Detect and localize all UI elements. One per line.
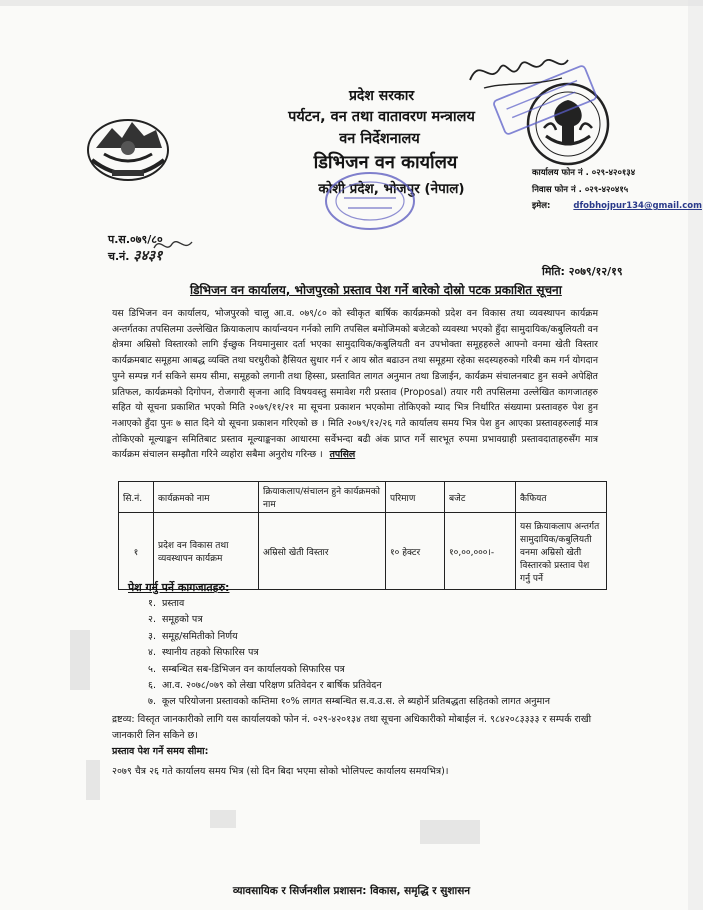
cell-activity: अम्रिसो खेती विस्तार	[259, 513, 386, 590]
list-item	[140, 678, 550, 694]
list-item	[140, 662, 550, 678]
list-item	[140, 694, 550, 710]
program-table	[118, 481, 607, 590]
cell-program: प्रदेश वन विकास तथा व्यवस्थापन कार्यक्रम	[154, 513, 259, 590]
cell-sn: १	[119, 513, 154, 590]
scan-noise	[70, 630, 90, 690]
email-link[interactable]: dfobhojpur134@gmail.com	[573, 201, 702, 211]
email-label: इमेल:	[532, 201, 551, 211]
cell-remarks: यस क्रियाकलाप अन्तर्गत सामुदायिक/कबुलियती वनमा अम्रिसो खेती विस्तारको प्रस्ताव पेश गर्नु पर्ने	[516, 513, 607, 590]
scan-noise	[210, 810, 236, 828]
list-item	[140, 612, 550, 628]
office-stamp	[322, 168, 418, 234]
handwritten-ref-mark	[150, 232, 196, 258]
col-header-program: कार्यक्रमको नाम	[154, 482, 259, 513]
item-text: समूहको पत्र	[162, 614, 203, 626]
header-directorate: वन निर्देशनालय	[339, 131, 420, 147]
list-item	[140, 596, 550, 612]
item-number: ३.	[148, 630, 156, 642]
item-number: ६.	[148, 680, 156, 692]
notice-date: मिति: २०७९/१२/१९	[542, 265, 623, 278]
deadline-text: २०७९ चैत्र २६ गते कार्यालय समय भित्र (सो दिन बिदा भएमा सोको भोलिपल्ट कार्यालय समयभित्र)।	[112, 766, 449, 777]
dispatch-label: च.नं.	[108, 250, 130, 263]
col-header-activity: क्रियाकलाप/संचालन हुने कार्यक्रमको नाम	[259, 482, 386, 513]
scan-noise	[86, 760, 100, 800]
col-header-remarks: कैफियत	[516, 482, 607, 513]
item-number: ४.	[148, 647, 156, 659]
notice-body	[112, 306, 598, 463]
list-item	[140, 629, 550, 645]
item-text: कूल परियोजना प्रस्तावको कम्तिमा १०% लागत सम्बन्धित स.व.उ.स. ले ब्यहोर्ने प्रतिबद्धता सहितको लागत अनुमान	[162, 696, 550, 708]
col-header-budget: बजेट	[445, 482, 516, 513]
table-row	[119, 513, 607, 590]
tapsil-label: तपसिल	[329, 449, 356, 461]
item-number: ७.	[148, 696, 156, 708]
header-office-name: डिभिजन वन कार्यालय	[313, 152, 458, 173]
item-number: ५.	[148, 663, 156, 675]
scan-noise	[420, 820, 480, 844]
cell-budget: १०,००,०००।-	[445, 513, 516, 590]
col-header-sn: सि.नं.	[119, 482, 154, 513]
item-number: २.	[148, 614, 156, 626]
deadline-label: प्रस्ताव पेश गर्ने समय सीमा:	[112, 746, 209, 757]
item-text: प्रस्ताव	[162, 598, 185, 609]
item-text: स्थानीय तहको सिफारिस पत्र	[162, 647, 259, 659]
header-address: कोशी प्रदेश, भोजपुर (नेपाल)	[318, 181, 465, 197]
dispatch-number: ३४३१	[133, 248, 163, 264]
header-ministry: पर्यटन, वन तथा वातावरण मन्त्रालय	[288, 109, 475, 125]
footer-slogan: व्यावसायिक र सिर्जनशील प्रशासन: विकास, समृद्धि र सुशासन	[232, 885, 471, 897]
item-text: समूह/समितीको निर्णय	[162, 630, 238, 642]
item-number: १.	[148, 598, 156, 609]
documents-list	[140, 596, 550, 711]
header-government: प्रदेश सरकार	[348, 88, 415, 104]
item-text: आ.व. २०७८/०७९ को लेखा परिक्षण प्रतिवेदन र बार्षिक प्रतिवेदन	[162, 680, 382, 692]
item-text: सम्बन्धित सब-डिभिजन वन कार्यालयको सिफारिस पत्र	[162, 663, 345, 675]
fiscal-year-ref: प.स.०७९/८०	[108, 233, 163, 246]
col-header-quantity: परिमाण	[386, 482, 445, 513]
documents-heading: पेश गर्नु पर्ने कागजातहरु:	[128, 581, 230, 594]
notice-body-text: यस डिभिजन वन कार्यालय, भोजपुरको चालु आ.व. ०७९/८० को स्वीकृत बार्षिक कार्यक्रमको प्रदेश वन विकास तथा व्यवस्थापन कार्यक्रम अन्तर्गतका तपसिलमा उल्लेखित क्रियाकलाप कार्यान्वयन गर्नको लागि तपसिल बमोजिमको बजेटको व्यवस्था भएको हुँदा सामुदायिक/कबुलियती वन क्षेत्रमा अम्रिसो विस्तारको लागि ईच्छुक नियमानुसार दर्ता भएका सामुदायिक/कबुलियती वन उपभोक्ता समूहहरुले आफ्नो वनमा खेती विस्तार कार्यक्रमबाट समूहमा आबद्ध व्यक्ति तथा घरधुरीको हैसियत सुधार गर्न र आय स्रोत बढाउन तथा समूहमा रहेका सदस्यहरुको गरिबी कम गर्न योगदान पुग्ने सम्पन्न गर्न सकिने समय सीमा, समूहको लगानी तथा हिस्सा, प्रस्तावित लागत अनुमान तथा डिजाईन, कार्यक्रम संचालनबाट हुन सक्ने अपेक्षित प्रतिफल, कार्यक्रमको दिगोपन, रोजगारी सृजना आदि विषयवस्तु समावेश गरी प्रस्ताव (Proposal) तयार गरी तपसिलमा उल्लेखित कागजातहरु सहित यो सूचना प्रकाशित भएको मिति २०७९/११/२१ मा सूचना प्रकाशन भएकोमा तोकिएको म्याद भित्र निर्धारित संख्यामा प्रस्तावहरु पेश हुन नआएको हुँदा पुनः ७ सात दिने यो सूचना प्रकाशन गरिएको छ । मिति २०७९/१२/२६ गते कार्यालय समय भित्र पेश हुन आएका प्रस्तावहरुलाई मात्र तोकिएको मूल्याङ्कन समितिबाट प्रस्ताव मूल्याङ्कनका आधारमा सर्वेभन्दा बढी अंक प्राप्त गर्ने सारभूत रुपमा प्रभावग्राही प्रस्तावदाताहरुसँग मात्र कार्यक्रम संचालन सम्झौता गरिने व्यहोरा सबैमा अनुरोध गरिन्छ ।	[112, 308, 598, 461]
table-header-row	[119, 482, 607, 513]
contact-office-phone: कार्यालय फोन नं . ०२९-४२०१३४	[532, 168, 636, 178]
list-item	[140, 645, 550, 661]
note-text: द्रष्टव्य: विस्तृत जानकारीको लागि यस कार्यालयको फोन नं. ०२९-४२०१३४ तथा सूचना अधिकारीको मोबाईल नं. ९८४२०८३३३३ र सम्पर्क राखी जानकारी लिन सकिने छ।	[112, 714, 592, 741]
contact-home-phone: निवास फोन नं . ०२९-४२०४१५	[532, 185, 629, 195]
cell-quantity: १० हेक्टर	[386, 513, 445, 590]
signature	[464, 46, 574, 96]
scan-noise	[0, 0, 703, 6]
notice-title: डिभिजन वन कार्यालय, भोजपुरको प्रस्ताव पेश गर्ने बारेको दोस्रो पटक प्रकाशित सूचना	[190, 283, 562, 297]
contact-email	[532, 200, 702, 211]
